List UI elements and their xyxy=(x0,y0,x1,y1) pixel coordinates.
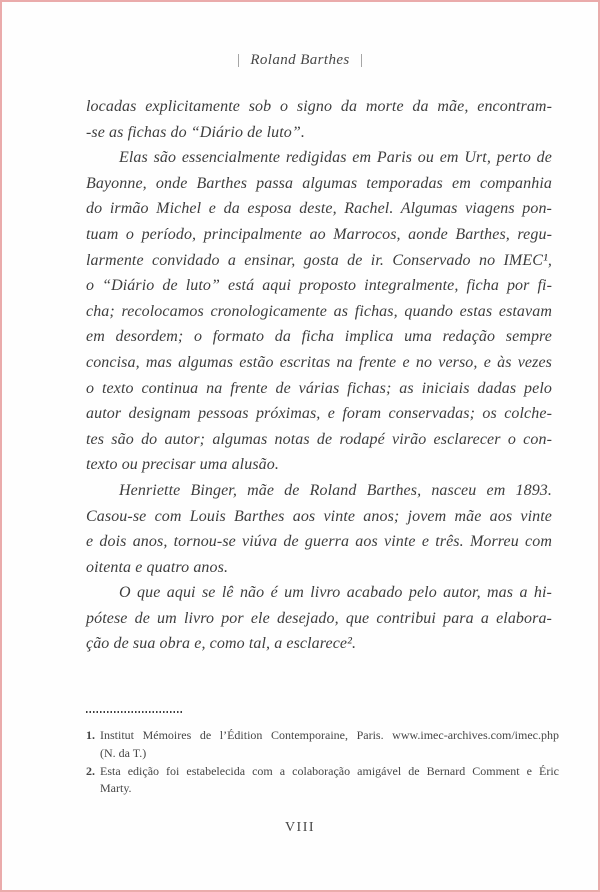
text-line: cha; recolocamos cronologicamente as fichas, quando estas estavam xyxy=(86,302,552,320)
text-line: texto ou precisar uma alusão. xyxy=(86,456,279,474)
text-line: Casou-se com Louis Barthes aos vinte anos; jovem mãe aos vinte xyxy=(86,507,552,525)
text-line: Elas são essencialmente redigidas em Paris ou em Urt, perto de xyxy=(119,149,552,167)
footnote-line: Marty. xyxy=(100,781,132,796)
footnote-number: 2. xyxy=(86,763,95,778)
text-line: o “Diário de luto” está aqui proposto integralmente, ficha por fi- xyxy=(86,277,552,295)
text-line: tes são do autor; algumas notas de rodapé virão esclarecer o con- xyxy=(86,430,552,448)
text-line: O que aqui se lê não é um livro acabado pelo autor, mas a hi- xyxy=(119,584,552,602)
text-line: pótese de um livro por ele desejado, que contribui para a elabora- xyxy=(86,609,552,627)
footnote-line: Esta edição foi estabelecida com a colaboração amigável de Bernard Comment e Éric xyxy=(100,763,559,778)
text-line: larmente convidado a ensinar, gosta de ir. Conservado no IMEC¹, xyxy=(86,251,552,269)
running-head xyxy=(2,52,598,69)
footnote-block xyxy=(86,711,559,798)
running-head-title: Roland Barthes xyxy=(250,52,350,68)
text-line: em desordem; o formato da ficha implica uma redação sempre xyxy=(86,328,552,346)
footnote-line: (N. da T.) xyxy=(100,745,147,760)
text-line: do irmão Michel e da esposa deste, Rachel. Algumas viagens pon- xyxy=(86,200,552,218)
text-line: concisa, mas algumas estão escritas na frente e no verso, e às vezes xyxy=(86,353,552,371)
footnote-line: Institut Mémoires de l’Édition Contemporaine, Paris. www.imec-archives.com/imec.php xyxy=(100,728,559,742)
page-number: VIII xyxy=(284,820,316,835)
footnotes-list xyxy=(86,727,559,798)
footnote-separator-rule xyxy=(86,711,182,714)
footnote-item xyxy=(86,763,559,799)
footnote-number: 1. xyxy=(86,728,95,742)
text-line: o texto continua na frente de várias fichas; as iniciais dadas pelo xyxy=(86,379,552,397)
text-line: ção de sua obra e, como tal, a esclarece². xyxy=(86,635,357,653)
body-text xyxy=(86,94,552,657)
header-left-bar: | xyxy=(237,52,240,68)
text-line: -se as fichas do “Diário de luto”. xyxy=(86,123,305,141)
footnote-item xyxy=(86,727,559,763)
text-line: autor designam pessoas próximas, e foram conservadas; os colche- xyxy=(86,405,552,423)
text-line: Henriette Binger, mãe de Roland Barthes, nasceu em 1893. xyxy=(119,481,552,499)
text-line: locadas explicitamente sob o signo da morte da mãe, encontram- xyxy=(86,98,552,115)
text-line: e dois anos, tornou-se viúva de guerra aos vinte e três. Morreu com xyxy=(86,533,552,551)
text-line: Bayonne, onde Barthes passa algumas temporadas em companhia xyxy=(86,174,552,192)
header-right-bar: | xyxy=(360,52,363,68)
text-line: oitenta e quatro anos. xyxy=(86,558,229,576)
text-line: tuam o período, principalmente ao Marrocos, aonde Barthes, regu- xyxy=(86,225,552,243)
